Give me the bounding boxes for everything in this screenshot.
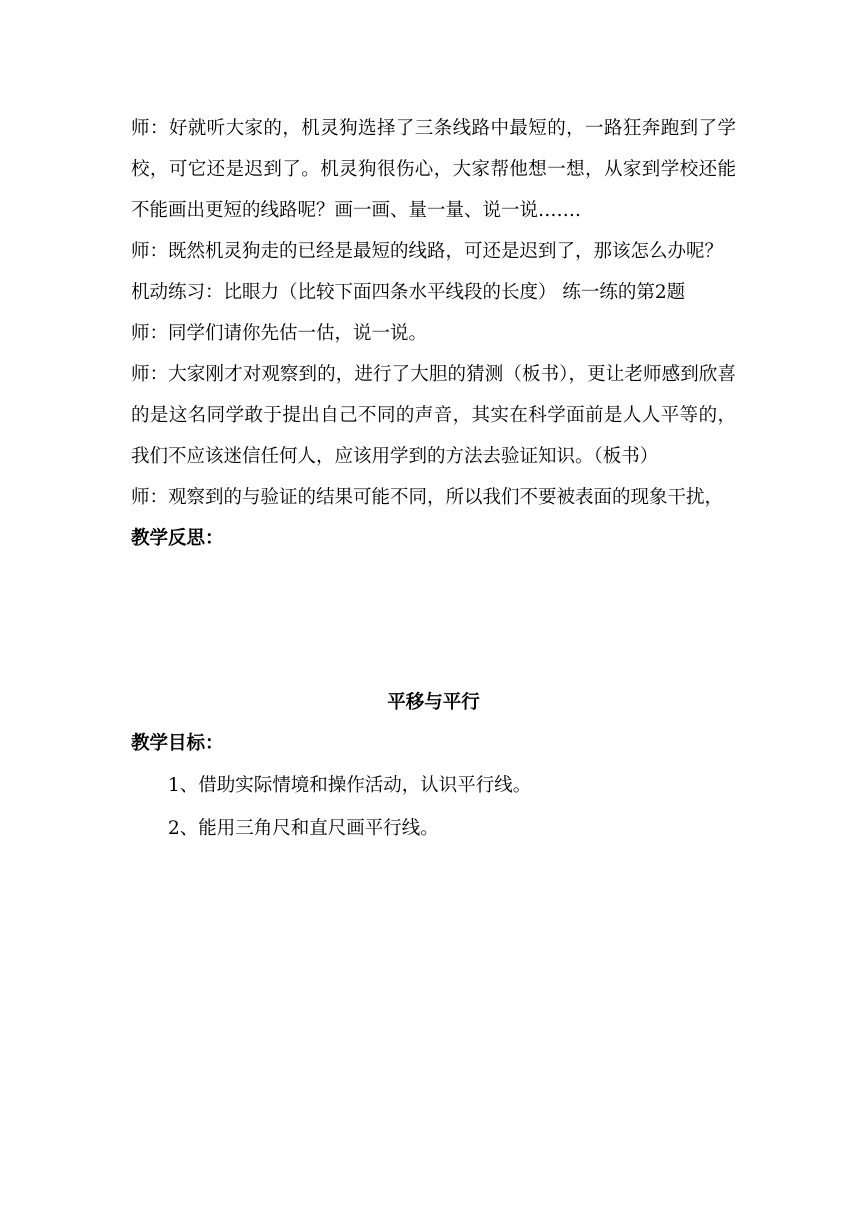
paragraph-teacher-conclusion: 师：观察到的与验证的结果可能不同，所以我们不要被表面的现象干扰， (131, 487, 724, 508)
objectives-heading: 教学目标： (131, 733, 224, 754)
objective-item: 2、能用三角尺和直尺画平行线。 (168, 818, 439, 839)
blank-space (131, 559, 736, 682)
paragraph-exercise: 机动练习：比眼力（比较下面四条水平线段的长度） 练一练的第2题 (131, 282, 686, 303)
lesson-title: 平移与平行 (387, 692, 480, 713)
paragraph-teacher-guess: 师：大家刚才对观察到的，进行了大胆的猜测（板书），更让老师感到欣喜的是这名同学敢于提出自己不同的声音，其实在科学面前是人人平等的，我们不应该迷信任何人，应该用学到的方法去验证知识。（板书） (131, 364, 736, 467)
document-page (131, 108, 736, 850)
objective-item: 1、借助实际情境和操作活动，认识平行线。 (168, 775, 532, 796)
paragraph-teacher-late: 师：既然机灵狗走的已经是最短的线路，可还是迟到了，那该怎么办呢？ (131, 241, 724, 262)
reflection-heading: 教学反思： (131, 528, 224, 549)
paragraph-teacher-route: 师：好就听大家的，机灵狗选择了三条线路中最短的，一路狂奔跑到了学校，可它还是迟到了。机灵狗很伤心，大家帮他想一想，从家到学校还能不能画出更短的线路呢？画一画、量一量、说一说……. (131, 118, 736, 221)
paragraph-teacher-estimate: 师：同学们请你先估一估，说一说。 (131, 323, 428, 344)
